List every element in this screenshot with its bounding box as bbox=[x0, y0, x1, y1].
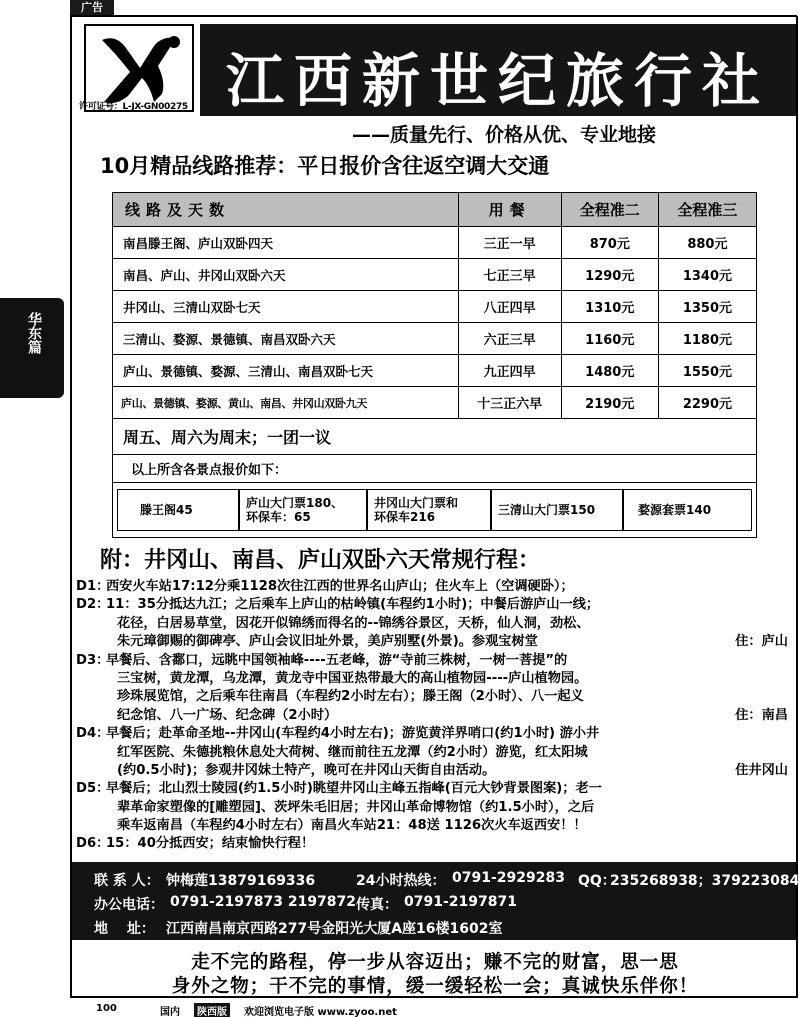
address: 江西南昌南京西路277号金阳光大厦A座16楼1602室 bbox=[166, 921, 503, 937]
lodging-note: 住：庐山 bbox=[735, 634, 788, 650]
scenic-line: 三清山大门票150 bbox=[498, 503, 596, 517]
contact-person: 钟梅莲13879169336 bbox=[166, 873, 316, 889]
day-text: 三宝树，黄龙潭，乌龙潭，黄龙寺中国亚热带最大的高山植物园----庐山植物园。 bbox=[117, 670, 588, 686]
route-name: 庐山、景德镇、婺源、三清山、南昌双卧七天 bbox=[113, 355, 459, 387]
route-price-2: 1290元 bbox=[561, 259, 658, 291]
scenic-line: 婺源套票140 bbox=[638, 503, 712, 517]
route-price-2: 1160元 bbox=[561, 323, 658, 355]
table-row bbox=[113, 323, 757, 355]
route-name: 南昌滕王阁、庐山双卧四天 bbox=[113, 227, 459, 259]
scenic-prices-row bbox=[113, 483, 757, 538]
weekend-note: 周五、周六为周末；一团一议 bbox=[113, 419, 757, 455]
route-price-2: 870元 bbox=[561, 227, 658, 259]
weekend-note-row bbox=[113, 419, 757, 455]
table-row bbox=[113, 259, 757, 291]
ad-tag: 广告 bbox=[70, 0, 114, 16]
route-price-2: 1310元 bbox=[561, 291, 658, 323]
day-text: 辈革命家塑像的[雕塑园]、茨坪朱毛旧居；井冈山革命博物馆（约1.5小时），之后 bbox=[117, 799, 595, 815]
scenic-prices bbox=[117, 489, 752, 531]
section-tab bbox=[0, 298, 64, 398]
route-meals: 七正三早 bbox=[458, 259, 561, 291]
header-meals: 用餐 bbox=[458, 193, 561, 227]
route-price-table bbox=[112, 192, 757, 538]
scenic-prices-cell bbox=[113, 483, 757, 538]
itinerary-line bbox=[76, 615, 796, 633]
route-price-3: 880元 bbox=[658, 227, 756, 259]
scenic-line: 环保车：65 bbox=[246, 510, 311, 524]
day-text: 朱元璋御赐的御碑亭、庐山会议旧址外景，美庐别墅(外景)。参观宝树堂 bbox=[117, 634, 538, 650]
day-text: (约0.5小时)；参观井冈妹土特产，晚可在井冈山天街自由活动。 bbox=[117, 762, 496, 778]
scenic-title-row bbox=[113, 455, 757, 483]
day-text: 乘车返南昌（车程约4小时左右）南昌火车站21：48送 1126次火车返西安！！ bbox=[117, 818, 587, 834]
day-text: 西安火车站17:12分乘1128次往江西的世界名山庐山；住火车上（空调硬卧）； bbox=[106, 579, 574, 594]
office-phone: 0791-2197873 2197872 bbox=[170, 894, 357, 910]
route-meals: 八正四早 bbox=[458, 291, 561, 323]
scenic-title: 以上所含各景点报价如下： bbox=[113, 455, 757, 483]
hotline-label: 24小时热线： bbox=[356, 873, 446, 889]
header-price-3: 全程准三 bbox=[658, 193, 756, 227]
table-row bbox=[113, 387, 757, 419]
brand-banner bbox=[200, 24, 796, 116]
route-price-3: 1180元 bbox=[658, 323, 756, 355]
table-row bbox=[113, 355, 757, 387]
motto-line: 走不完的路程，停一步从容迈出；赚不完的财富，思一思 bbox=[191, 952, 679, 973]
route-price-2: 1480元 bbox=[561, 355, 658, 387]
itinerary-line bbox=[76, 817, 796, 835]
day-label: D1： bbox=[76, 579, 110, 594]
qq-number: 235268938；379223084 bbox=[610, 873, 799, 889]
promo-heading: 10月精品线路推荐：平日报价含往返空调大交通 bbox=[100, 154, 550, 178]
day-text: 纪念馆、八一广场、纪念碑（2小时） bbox=[117, 707, 338, 723]
day-text: 11：35分抵达九江；之后乘车上庐山的枯岭镇(车程约1小时)；中餐后游庐山一线； bbox=[106, 597, 600, 613]
route-name: 三清山、婺源、景德镇、南昌双卧六天 bbox=[113, 323, 459, 355]
route-price-3: 1350元 bbox=[658, 291, 756, 323]
itinerary-line bbox=[76, 762, 796, 780]
itinerary-line bbox=[76, 725, 796, 743]
day-label: D6： bbox=[76, 836, 110, 852]
day-text: 15：40分抵西安；结束愉快行程！ bbox=[106, 836, 315, 852]
itinerary-line bbox=[76, 688, 796, 706]
office-phone-label: 办公电话： bbox=[94, 897, 164, 913]
route-price-3: 1340元 bbox=[658, 259, 756, 291]
scenic-price-item bbox=[117, 489, 239, 531]
route-meals: 三正一早 bbox=[458, 227, 561, 259]
footer-region: 国内 bbox=[160, 1007, 180, 1017]
route-name: 井冈山、三清山双卧七天 bbox=[113, 291, 459, 323]
hotline-number: 0791-2929283 bbox=[452, 870, 565, 886]
day-label: D5： bbox=[76, 781, 110, 797]
route-name: 南昌、庐山、井冈山双卧六天 bbox=[113, 259, 459, 291]
table-header-row bbox=[113, 193, 757, 227]
section-tab-label: 华东篇 bbox=[26, 312, 42, 354]
scenic-line: 环保车216 bbox=[374, 510, 436, 524]
day-text: 红军医院、朱德挑粮休息处大荷树、继而前往五龙潭（约2小时）游览，红太阳城 bbox=[117, 744, 588, 760]
itinerary-line bbox=[76, 835, 796, 853]
itinerary bbox=[76, 578, 796, 854]
day-text: 早餐后；北山烈士陵园(约1.5小时)眺望井冈山主峰五指峰(百元大钞背景图案)；老一 bbox=[106, 781, 602, 797]
edition-badge: 陕西版 bbox=[194, 1003, 230, 1017]
route-meals: 九正四早 bbox=[458, 355, 561, 387]
table-row bbox=[113, 291, 757, 323]
itinerary-line bbox=[76, 707, 796, 725]
day-label: D3： bbox=[76, 652, 110, 668]
itinerary-title: 附：井冈山、南昌、庐山双卧六天常规行程： bbox=[100, 548, 541, 573]
scenic-line: 庐山大门票180、 bbox=[246, 496, 344, 510]
route-meals: 十三正六早 bbox=[458, 387, 561, 419]
day-text: 早餐后、含鄱口，远眺中国领袖峰----五老峰，游“寺前三株树，一树一菩提”的 bbox=[106, 652, 568, 668]
scenic-price-item bbox=[491, 489, 623, 531]
day-label: D4： bbox=[76, 726, 110, 742]
scenic-line: 井冈山大门票和 bbox=[374, 496, 459, 510]
itinerary-line bbox=[76, 744, 796, 762]
brand-name: 江西新世纪旅行社 bbox=[225, 47, 770, 115]
contact-person-label: 联 系 人： bbox=[94, 873, 160, 889]
scenic-line: 滕王阁45 bbox=[140, 503, 193, 517]
lodging-note: 住：南昌 bbox=[735, 707, 788, 723]
itinerary-line bbox=[76, 633, 796, 651]
header-route: 线路及天数 bbox=[113, 193, 459, 227]
address-label: 地 址： bbox=[94, 921, 155, 937]
route-price-2: 2190元 bbox=[561, 387, 658, 419]
route-price-3: 1550元 bbox=[658, 355, 756, 387]
day-label: D2： bbox=[76, 597, 110, 613]
scenic-price-item bbox=[623, 489, 752, 531]
day-text: 花径，白居易草堂，因花开似锦绣而得名的--锦绣谷景区，天桥，仙人洞，劲松、 bbox=[117, 615, 590, 631]
header-price-2: 全程准二 bbox=[561, 193, 658, 227]
route-price-3: 2290元 bbox=[658, 387, 756, 419]
fax-number: 0791-2197871 bbox=[404, 894, 517, 910]
day-text: 早餐后；赴革命圣地--井冈山(车程约4小时左右)；游览黄洋界哨口(约1小时) 游小井 bbox=[106, 726, 600, 742]
itinerary-line bbox=[76, 652, 796, 670]
slogan: ——质量先行、价格从优、专业地接 bbox=[352, 124, 657, 146]
itinerary-line bbox=[76, 670, 796, 688]
page-number: 100 bbox=[96, 1003, 117, 1014]
route-meals: 六正三早 bbox=[458, 323, 561, 355]
scenic-price-item bbox=[239, 489, 367, 531]
route-name: 庐山、景德镇、婺源、黄山、南昌、井冈山双卧九天 bbox=[113, 387, 459, 419]
day-text: 珍珠展览馆，之后乘车往南昌（车程约2小时左右）；滕王阁（2小时）、八一起义 bbox=[117, 689, 584, 705]
fax-label: 传真： bbox=[356, 897, 398, 913]
motto-line: 身外之物；干不完的事情，缓一缓轻松一会；真诚快乐伴你！ bbox=[171, 976, 699, 997]
qq-label: QQ： bbox=[578, 873, 616, 889]
itinerary-line bbox=[76, 578, 796, 596]
table-row bbox=[113, 227, 757, 259]
itinerary-line bbox=[76, 799, 796, 817]
footer-note: 欢迎浏览电子版 www.zyoo.net bbox=[244, 1007, 397, 1017]
contact-bar bbox=[72, 862, 799, 940]
license-number: 许可证号：L-JX-GN00275 bbox=[79, 102, 188, 112]
itinerary-line bbox=[76, 596, 796, 614]
page-footer bbox=[0, 1003, 799, 1017]
scenic-price-item bbox=[367, 489, 491, 531]
lodging-note: 住井冈山 bbox=[735, 762, 788, 778]
itinerary-line bbox=[76, 780, 796, 798]
xs-monogram-logo-icon bbox=[96, 28, 186, 108]
